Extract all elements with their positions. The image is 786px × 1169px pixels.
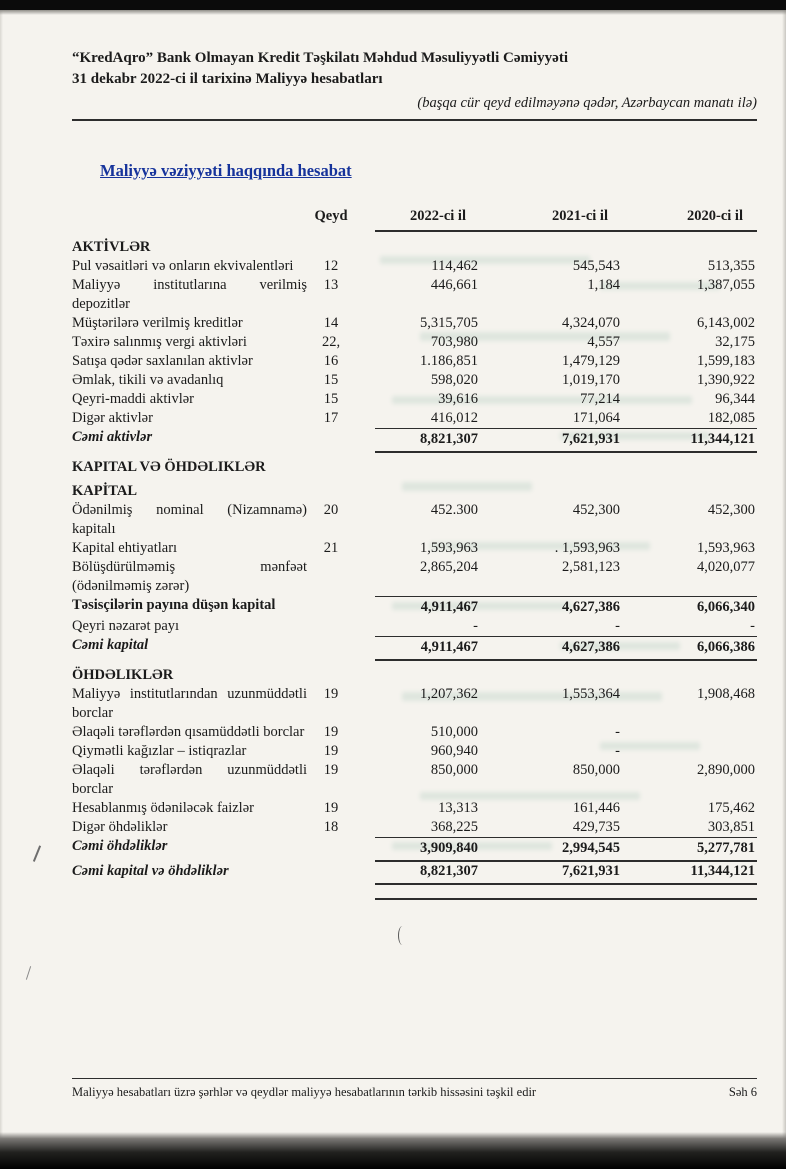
row-values	[375, 352, 757, 371]
table-header-row	[72, 207, 757, 232]
value-2020: 32,175	[715, 334, 755, 350]
column-header-2021: 2021-ci il	[552, 208, 608, 224]
statement-row	[72, 352, 757, 371]
value-2022: 1,593,963	[420, 540, 478, 556]
value-2020: 175,462	[707, 800, 755, 816]
currency-note: (başqa cür qeyd edilməyənə qədər, Azərbaycan manatı ilə)	[417, 95, 757, 111]
note-number: 19	[323, 800, 339, 816]
value-2021: 1,019,170	[562, 372, 620, 388]
row-label: Satışa qədər saxlanılan aktivlər	[72, 353, 253, 369]
page-number: Səh 6	[728, 1085, 757, 1100]
note-number: 19	[323, 762, 339, 778]
row-values	[375, 371, 757, 390]
value-2021: 171,064	[572, 410, 620, 426]
value-2020: 11,344,121	[690, 431, 755, 447]
statement-row	[72, 539, 757, 558]
value-2022: 8,821,307	[420, 431, 478, 447]
statement-row	[72, 409, 757, 428]
value-2021: 2,994,545	[562, 840, 620, 856]
value-2021: 4,627,386	[562, 639, 620, 655]
value-2021: 545,543	[572, 258, 620, 274]
row-values	[375, 596, 757, 617]
closing-rule	[375, 898, 757, 900]
row-values	[375, 558, 757, 577]
row-values	[375, 837, 757, 862]
value-2022: 960,940	[430, 743, 478, 759]
row-label: Əlaqəli tərəflərdən uzunmüddətli borclar	[72, 762, 307, 797]
value-2022: 368,225	[430, 819, 478, 835]
scan-edge-top-shadow	[0, 10, 786, 15]
statement-title: Maliyyə vəziyyəti haqqında hesabat	[100, 161, 352, 180]
section-header-row	[72, 666, 757, 685]
row-label: Əlaqəli tərəflərdən qısamüddətli borclar	[72, 724, 305, 740]
value-2021: 452,300	[572, 502, 620, 518]
value-2022: 446,661	[430, 277, 478, 293]
row-values	[375, 862, 757, 885]
row-values	[375, 501, 757, 520]
report-subtitle: 31 dekabr 2022-ci il tarixinə Maliyyə hesabatları	[72, 71, 383, 87]
row-values	[375, 409, 757, 428]
row-label: Cəmi öhdəliklər	[72, 838, 168, 854]
row-label: Əmlak, tikili və avadanlıq	[72, 372, 224, 388]
statement-row	[72, 742, 757, 761]
value-2022: 3,909,840	[420, 840, 478, 856]
note-number: 18	[323, 819, 339, 835]
value-2022: 598,020	[430, 372, 478, 388]
row-label: Qiymətli kağızlar – istiqrazlar	[72, 743, 247, 759]
statement-row	[72, 501, 757, 539]
value-2022: 13,313	[438, 800, 478, 816]
row-label: Ödənilmiş nominal (Nizamnamə) kapitalı	[72, 502, 307, 537]
note-number: 21	[323, 540, 339, 556]
value-2021: 2,581,123	[562, 559, 620, 575]
value-2021: -	[615, 724, 620, 740]
value-2021: . 1,593,963	[554, 540, 620, 556]
value-2020: 1,593,963	[697, 540, 755, 556]
row-values	[375, 428, 757, 453]
value-2021: 1,184	[587, 277, 620, 293]
column-header-years	[375, 207, 757, 232]
statement-row	[72, 596, 757, 617]
value-2020	[622, 723, 757, 742]
row-label: Digər öhdəliklər	[72, 819, 168, 835]
value-2022: 510,000	[430, 724, 478, 740]
statement-row	[72, 257, 757, 276]
row-values	[375, 257, 757, 276]
statement-row	[72, 837, 757, 862]
section-header-row	[72, 482, 757, 501]
value-2022: 1,207,362	[420, 686, 478, 702]
value-2020: 303,851	[707, 819, 755, 835]
row-label: Maliyyə institutlarından uzunmüddətli borclar	[72, 686, 307, 721]
row-values	[375, 636, 757, 661]
statement-row	[72, 799, 757, 818]
row-label: Cəmi kapital və öhdəliklər	[72, 863, 229, 879]
row-label: Qeyri nəzarət payı	[72, 618, 180, 634]
statement-row	[72, 390, 757, 409]
scan-edge-top	[0, 0, 786, 10]
value-2020: 96,344	[715, 391, 755, 407]
note-number: 19	[323, 724, 339, 740]
section-header-row	[72, 238, 757, 257]
statement-table-body	[72, 238, 757, 885]
company-name: “KredAqro” Bank Olmayan Kredit Təşkilatı Məhdud Məsuliyyətli Cəmiyyəti	[72, 50, 568, 66]
value-2021: 7,621,931	[562, 863, 620, 879]
note-number: 22,	[321, 334, 341, 350]
value-2021: -	[615, 618, 620, 634]
row-values	[375, 617, 757, 636]
value-2022: 1.186,851	[420, 353, 478, 369]
value-2021: 77,214	[580, 391, 620, 407]
value-2021: 850,000	[572, 762, 620, 778]
statement-row	[72, 761, 757, 799]
value-2020: 1,390,922	[697, 372, 755, 388]
row-label: Digər aktivlər	[72, 410, 153, 426]
value-2021: 1,553,364	[562, 686, 620, 702]
row-label: Maliyyə institutlarına verilmiş depozitlər	[72, 277, 307, 312]
statement-row	[72, 723, 757, 742]
row-values	[375, 390, 757, 409]
value-2022: 416,012	[430, 410, 478, 426]
value-2020: 182,085	[707, 410, 755, 426]
row-label: Cəmi kapital	[72, 637, 149, 653]
value-2022: 2,865,204	[420, 559, 478, 575]
value-2022: 5,315,705	[420, 315, 478, 331]
row-label: Hesablanmış ödəniləcək faizlər	[72, 800, 254, 816]
row-label: Təxirə salınmış vergi aktivləri	[72, 334, 247, 350]
document-footer	[72, 1078, 757, 1100]
row-values	[375, 539, 757, 558]
row-label: Müştərilərə verilmiş kreditlər	[72, 315, 243, 331]
row-label: Pul vəsaitləri və onların ekvivalentləri	[72, 258, 294, 274]
note-number: 14	[323, 315, 339, 331]
value-2022: 4,911,467	[420, 639, 478, 655]
value-2021: 4,627,386	[562, 599, 620, 615]
value-2021: 4,324,070	[562, 315, 620, 331]
note-number: 17	[323, 410, 339, 426]
value-2021: 4,557	[587, 334, 620, 350]
value-2022: 4,911,467	[420, 599, 478, 615]
value-2020: 6,143,002	[697, 315, 755, 331]
row-values	[375, 818, 757, 837]
note-number: 19	[323, 743, 339, 759]
value-2022: 703,980	[430, 334, 478, 350]
value-2021: 161,446	[572, 800, 620, 816]
document-header	[72, 48, 757, 121]
statement-row	[72, 558, 757, 596]
value-2020: 2,890,000	[697, 762, 755, 778]
note-number: 15	[323, 391, 339, 407]
section-header-row	[72, 458, 757, 477]
statement-row	[72, 818, 757, 837]
value-2020: 513,355	[707, 258, 755, 274]
row-label: Bölüşdürülməmiş mənfəət (ödənilməmiş zərər)	[72, 559, 307, 594]
value-2022: 850,000	[430, 762, 478, 778]
value-2020: 6,066,340	[697, 599, 755, 615]
row-values	[375, 276, 757, 295]
row-label: KAPİTAL	[72, 483, 137, 499]
value-2020: 5,277,781	[697, 840, 755, 856]
value-2022: 8,821,307	[420, 863, 478, 879]
statement-row	[72, 371, 757, 390]
value-2020: 4,020,077	[697, 559, 755, 575]
value-2020: 452,300	[707, 502, 755, 518]
value-2021: 1,479,129	[562, 353, 620, 369]
scan-edge-bottom	[0, 1132, 786, 1169]
value-2020: 6,066,386	[697, 639, 755, 655]
value-2021: 7,621,931	[562, 431, 620, 447]
footer-rule	[72, 1078, 757, 1079]
footer-note: Maliyyə hesabatları üzrə şərhlər və qeydlər maliyyə hesabatlarının tərkib hissəsini təşkil edir	[72, 1085, 537, 1100]
note-number: 16	[323, 353, 339, 369]
column-header-2020: 2020-ci il	[687, 208, 743, 224]
row-values	[375, 314, 757, 333]
value-2020: 11,344,121	[690, 863, 755, 879]
value-2022: 452.300	[430, 502, 478, 518]
statement-row	[72, 636, 757, 661]
row-values	[375, 742, 757, 761]
value-2020: 1,599,183	[697, 353, 755, 369]
row-values	[375, 685, 757, 704]
row-values	[375, 799, 757, 818]
statement-table	[72, 207, 757, 900]
statement-row	[72, 617, 757, 636]
row-label: Təsisçilərin payına düşən kapital	[72, 597, 276, 613]
scan-edge-right	[782, 0, 786, 1169]
value-2022: 39,616	[438, 391, 478, 407]
statement-row	[72, 333, 757, 352]
note-number: 20	[323, 502, 339, 518]
column-header-2022: 2022-ci il	[410, 208, 466, 224]
row-values	[375, 723, 757, 742]
row-values	[375, 761, 757, 780]
row-label: Cəmi aktivlər	[72, 429, 153, 445]
value-2021: -	[615, 743, 620, 759]
row-label: AKTİVLƏR	[72, 239, 151, 255]
scan-edge-left	[0, 0, 3, 1169]
row-label: Qeyri-maddi aktivlər	[72, 391, 194, 407]
statement-row	[72, 276, 757, 314]
value-2020	[622, 742, 757, 761]
value-2022: 114,462	[431, 258, 478, 274]
row-label: Kapital ehtiyatları	[72, 540, 178, 556]
value-2020: 1,908,468	[697, 686, 755, 702]
note-number: 19	[323, 686, 339, 702]
row-label: ÖHDƏLIKLƏR	[72, 667, 174, 683]
row-values	[375, 333, 757, 352]
statement-row	[72, 862, 757, 885]
column-header-qeyd: Qeyd	[314, 208, 348, 224]
statement-row	[72, 314, 757, 333]
note-number: 12	[323, 258, 339, 274]
statement-row	[72, 428, 757, 453]
row-label: KAPITAL VƏ ÖHDƏLIKLƏR	[72, 459, 266, 475]
value-2021: 429,735	[572, 819, 620, 835]
note-number: 15	[323, 372, 339, 388]
value-2020: -	[750, 618, 755, 634]
note-number: 13	[323, 277, 339, 293]
statement-row	[72, 685, 757, 723]
value-2022: -	[473, 618, 478, 634]
value-2020: 1,387,055	[697, 277, 755, 293]
